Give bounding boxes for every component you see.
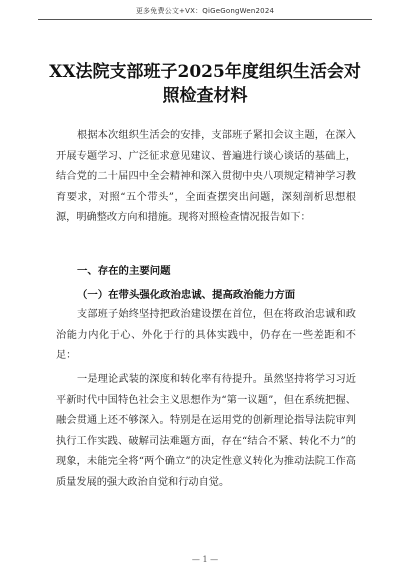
document-title [40,60,370,108]
header-note: 更多免费公文+VX：QiGeGongWen2024 [135,7,275,15]
section-heading-1: 一、存在的主要问题 [77,265,171,277]
header-divider [38,19,372,20]
document-title-line-2: 照检查材料 [162,86,248,106]
page-number: — 1 — [191,555,219,564]
subsection-item-1: 一是理论武装的深度和转化率有待提升。虽然坚持将学习习近平新时代中国特色社会主义思想作为“第一议题”，但在系统把握、融会贯通上还不够深入。特别是在运用党的创新理论指导法院审判执行工作实践、破解司法难题方面，存在“结合不紧、转化不力”的现象，未能完全将“两个确立”的决定性意义转化为推动法院工作高质量发展的强大政治自觉和行动自觉。 [56,374,356,488]
subsection-heading-1: （一）在带头强化政治忠诚、提高政治能力方面 [77,289,296,301]
subsection-paragraph: 支部班子始终坚持把政治建设摆在首位，但在将政治忠诚和政治能力内化于心、外化于行的具体实践中，仍存在一些差距和不足： [56,309,356,361]
intro-paragraph: 根据本次组织生活会的安排，支部班子紧扣会议主题，在深入开展专题学习、广泛征求意见建议、普遍进行谈心谈话的基础上，结合党的二十届四中全会精神和深入贯彻中央八项规定精神学习教育要求，对照“五个带头”，全面查摆突出问题，深刻剖析思想根源，明确整改方向和措施。现将对照检查情况报告如下： [56,130,356,223]
document-title-line-1: XX法院支部班子2025年度组织生活会对 [49,62,361,82]
